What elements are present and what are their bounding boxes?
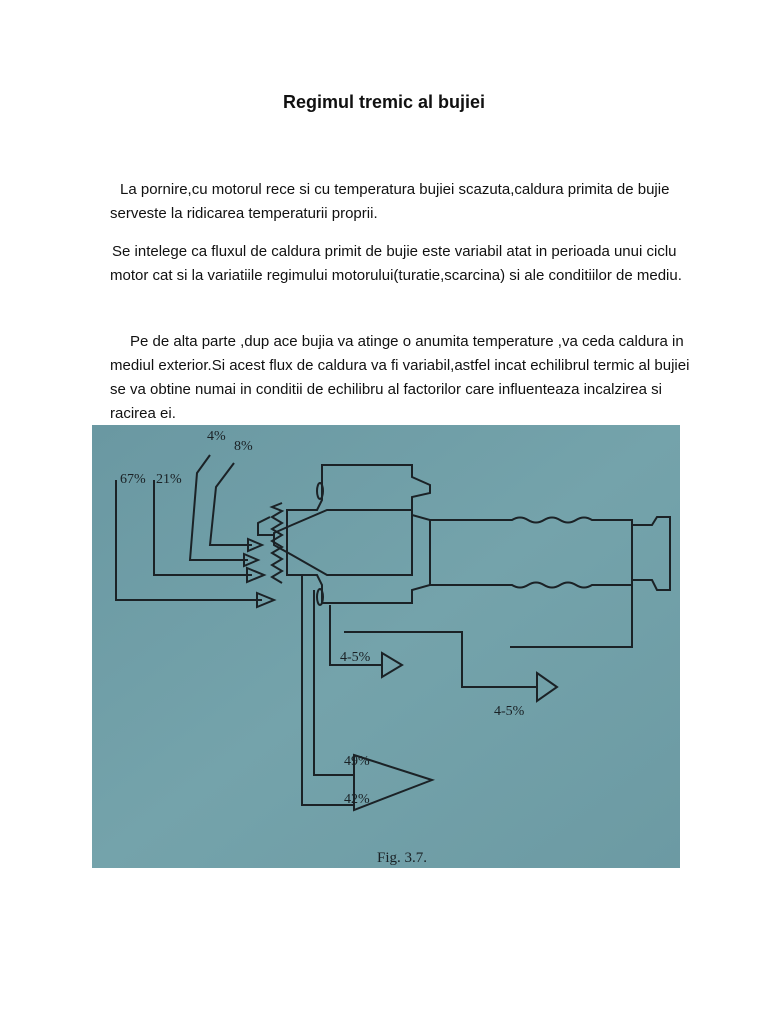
page-title: Regimul tremic al bujiei bbox=[282, 92, 486, 112]
label-49-percent: 49% bbox=[344, 754, 370, 769]
paragraph-2: Se intelege ca fluxul de caldura primit de bujie este variabil atat in perioada unui ciclu motor cat si la variatiile regimului motorului(turatie,scarcina) si ale conditiilor de mediu. bbox=[110, 243, 682, 284]
label-4-percent: 4% bbox=[207, 429, 226, 444]
label-21-percent: 21% bbox=[156, 472, 182, 487]
figure-drawing bbox=[92, 425, 680, 868]
spark-plug-heat-flow-figure bbox=[92, 425, 680, 868]
label-4-5-percent-upper: 4-5% bbox=[340, 650, 371, 665]
label-42-percent: 42% bbox=[344, 792, 370, 807]
label-8-percent: 8% bbox=[234, 439, 253, 454]
paragraph-1: La pornire,cu motorul rece si cu temperatura bujiei scazuta,caldura primita de bujie serveste la ridicarea temperaturii proprii. bbox=[110, 181, 670, 222]
figure-caption: Fig. 3.7. bbox=[377, 850, 428, 866]
label-4-5-percent-lower: 4-5% bbox=[494, 704, 525, 719]
paragraph-3: Pe de alta parte ,dup ace bujia va atinge o anumita temperature ,va ceda caldura in mediul exterior.Si acest flux de caldura va fi variabil,astfel incat echilibrul termic al bujiei se va obtine numai in conditii de echilibru al factorilor care influenteaza incalzirea si racirea ei. bbox=[110, 333, 690, 422]
label-67-percent: 67% bbox=[120, 472, 146, 487]
